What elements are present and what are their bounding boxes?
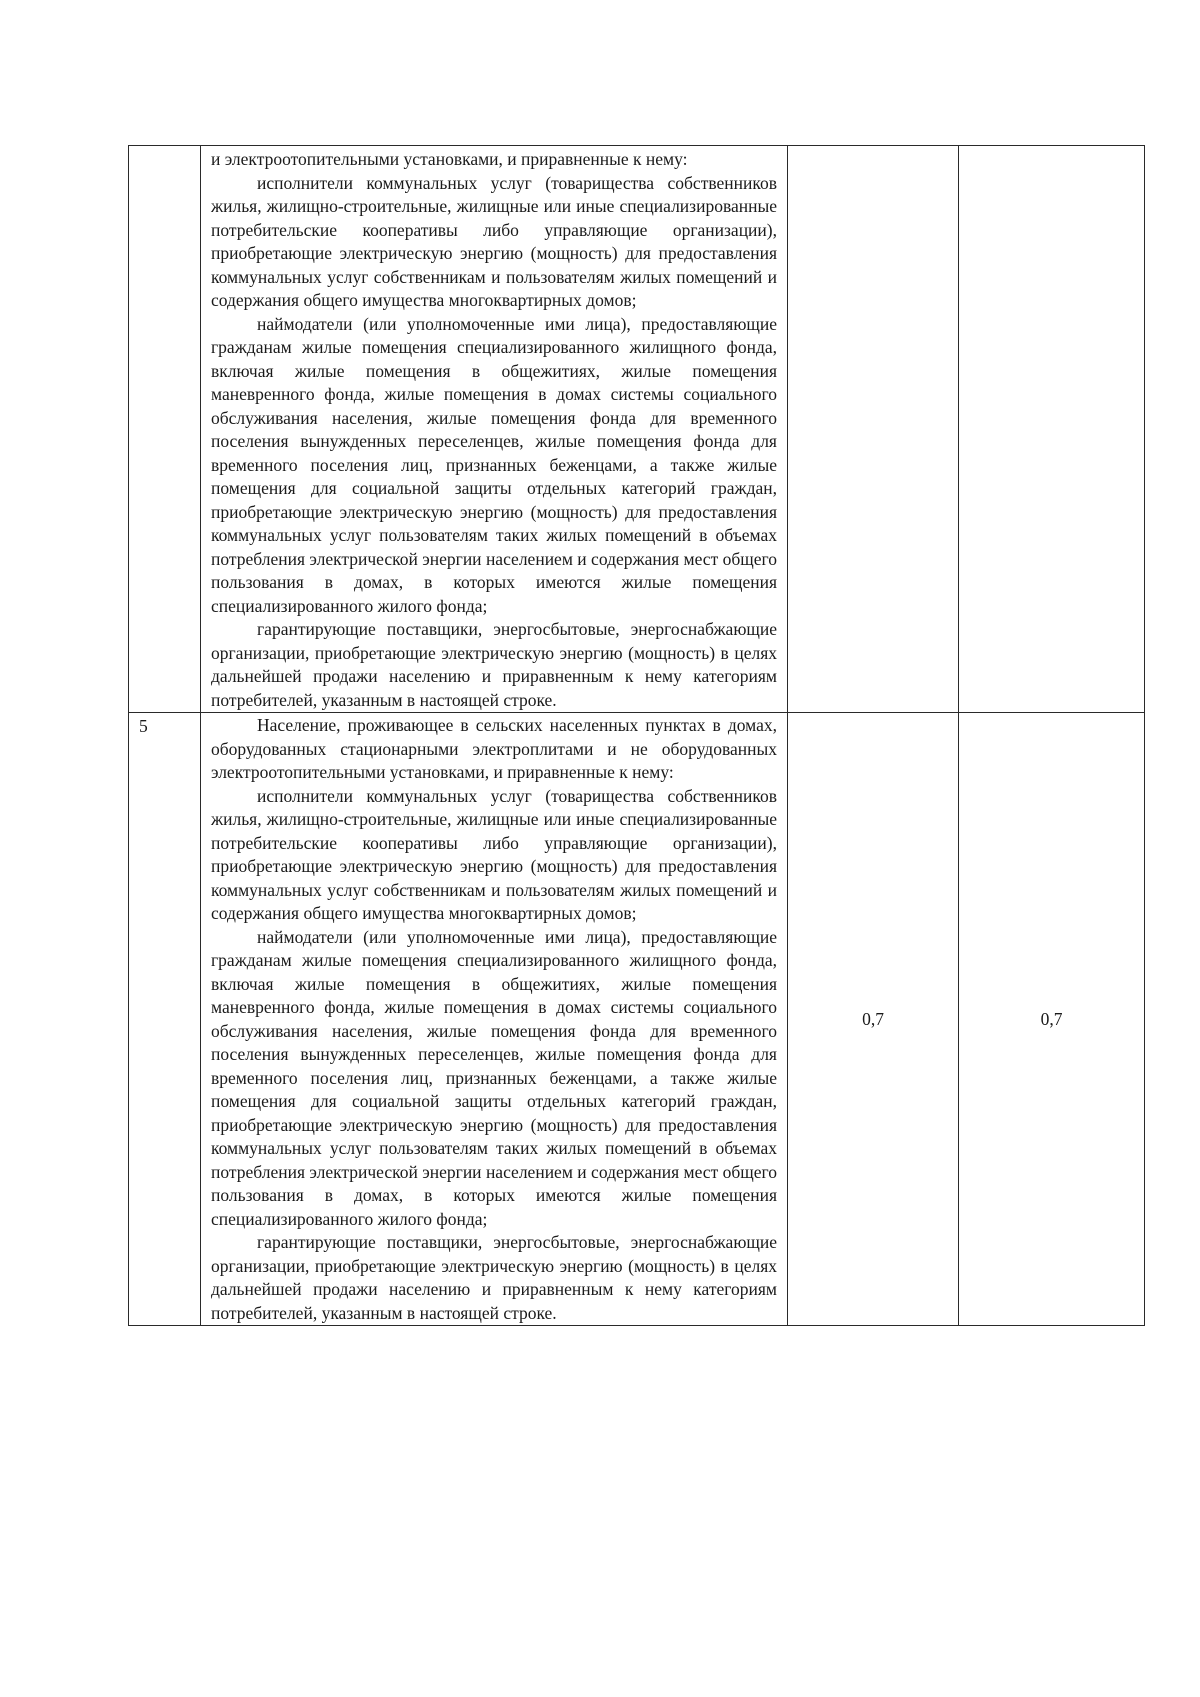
description-paragraph: гарантирующие поставщики, энергосбытовые, энергоснабжающие организации, приобретающие электрическую энергию (мощность) в целях дальнейшей продажи населению и приравненным к нему категориям потребителей, указанным в настоящей строке. xyxy=(211,619,777,710)
row-number-cell: 5 xyxy=(129,713,201,1326)
description-paragraph: гарантирующие поставщики, энергосбытовые, энергоснабжающие организации, приобретающие электрическую энергию (мощность) в целях дальнейшей продажи населению и приравненным к нему категориям потребителей, указанным в настоящей строке. xyxy=(211,1232,777,1323)
table-row xyxy=(129,713,1145,1326)
description-paragraph: наймодатели (или уполномоченные ими лица), предоставляющие гражданам жилые помещения специализированного жилищного фонда, включая жилые помещения в общежитиях, жилые помещения маневренного фонда, жилые помещения в домах системы социального обслуживания населения, жилые помещения фонда для временного поселения вынужденных переселенцев, жилые помещения фонда для временного поселения лиц, признанных беженцами, а также жилые помещения для социальной защиты отдельных категорий граждан, приобретающие электрическую энергию (мощность) для предоставления коммунальных услуг пользователям таких жилых помещений в объемах потребления электрической энергии населением и содержания мест общего пользования в домах, в которых имеются жилые помещения специализированного жилого фонда; xyxy=(211,313,777,616)
row-value-2-cell: 0,7 xyxy=(959,713,1145,1326)
description-paragraph: и электроотопительными установками, и приравненные к нему: xyxy=(211,149,688,169)
row-value-1-cell: 0,7 xyxy=(788,713,959,1326)
row-value-2-cell xyxy=(959,146,1145,713)
row-number-cell xyxy=(129,146,201,713)
row-description-cell xyxy=(201,146,788,713)
tariff-table xyxy=(128,145,1145,1326)
description-paragraph: Население, проживающее в сельских населенных пунктах в домах, оборудованных стационарными электроплитами и не оборудованных электроотопительными установками, и приравненные к нему: xyxy=(211,715,777,782)
description-paragraph: исполнители коммунальных услуг (товарищества собственников жилья, жилищно-строительные, жилищные или иные специализированные потребительские кооперативы либо управляющие организации), приобретающие электрическую энергию (мощность) для предоставления коммунальных услуг собственникам и пользователям жилых помещений и содержания общего имущества многоквартирных домов; xyxy=(211,172,777,310)
description-paragraph: наймодатели (или уполномоченные ими лица), предоставляющие гражданам жилые помещения специализированного жилищного фонда, включая жилые помещения в общежитиях, жилые помещения маневренного фонда, жилые помещения в домах системы социального обслуживания населения, жилые помещения фонда для временного поселения вынужденных переселенцев, жилые помещения фонда для временного поселения лиц, признанных беженцами, а также жилые помещения для социальной защиты отдельных категорий граждан, приобретающие электрическую энергию (мощность) для предоставления коммунальных услуг пользователям таких жилых помещений в объемах потребления электрической энергии населением и содержания мест общего пользования в домах, в которых имеются жилые помещения специализированного жилого фонда; xyxy=(211,926,777,1229)
description-paragraph: исполнители коммунальных услуг (товарищества собственников жилья, жилищно-строительные, жилищные или иные специализированные потребительские кооперативы либо управляющие организации), приобретающие электрическую энергию (мощность) для предоставления коммунальных услуг собственникам и пользователям жилых помещений и содержания общего имущества многоквартирных домов; xyxy=(211,785,777,923)
row-description-cell xyxy=(201,713,788,1326)
table-row xyxy=(129,146,1145,713)
row-value-1-cell xyxy=(788,146,959,713)
